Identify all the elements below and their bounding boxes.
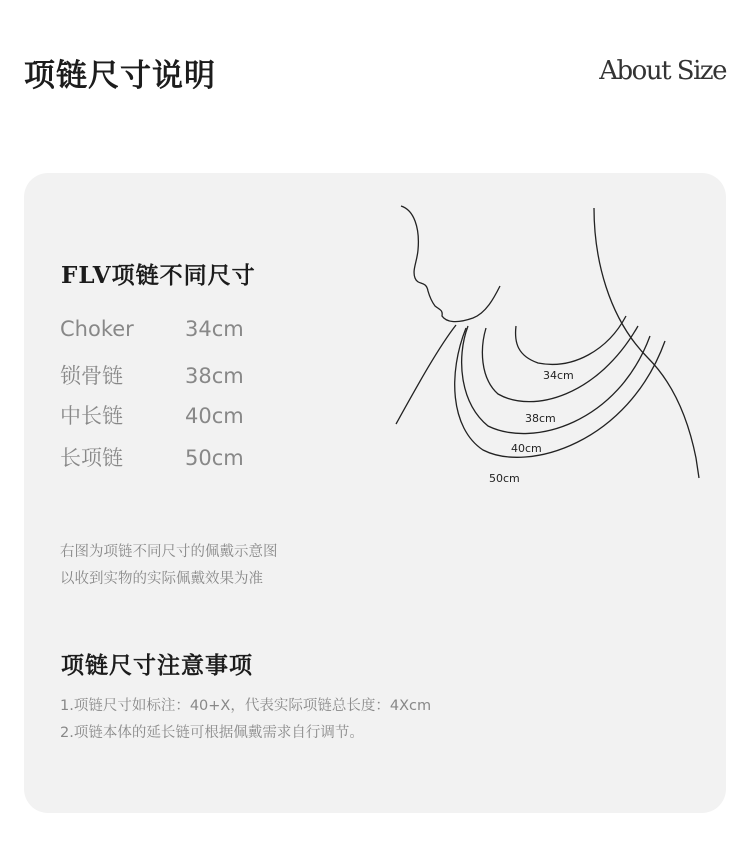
necklace-34 bbox=[516, 316, 626, 364]
face-profile bbox=[401, 206, 500, 322]
label-38: 38cm bbox=[525, 412, 556, 425]
necklace-diagram bbox=[368, 198, 708, 498]
label-40: 40cm bbox=[511, 442, 542, 455]
label-34: 34cm bbox=[543, 369, 574, 382]
brand-logo: About Size bbox=[599, 56, 726, 86]
size-row-choker bbox=[60, 317, 244, 341]
size-name: 锁骨链 bbox=[60, 364, 123, 388]
label-50: 50cm bbox=[489, 472, 520, 485]
throat-line bbox=[396, 325, 456, 424]
back-line bbox=[594, 208, 699, 478]
size-row-medium bbox=[60, 400, 244, 430]
notes-title: 项链尺寸注意事项 bbox=[61, 652, 253, 679]
size-value: 38cm bbox=[185, 364, 244, 388]
size-value: 40cm bbox=[185, 404, 244, 428]
sizes-title: FLV项链不同尺寸 bbox=[61, 262, 256, 289]
size-card bbox=[24, 173, 726, 813]
size-value: 34cm bbox=[185, 317, 244, 341]
note-line-1: 1.项链尺寸如标注：40+X，代表实际项链总长度：4Xcm bbox=[60, 698, 432, 714]
size-name: 中长链 bbox=[60, 404, 123, 428]
caption-line-2: 以收到实物的实际佩戴效果为准 bbox=[60, 571, 263, 587]
size-value: 50cm bbox=[185, 446, 244, 470]
page-title: 项链尺寸说明 bbox=[24, 58, 216, 94]
size-row-collarbone bbox=[60, 360, 244, 390]
size-name: Choker bbox=[60, 317, 134, 341]
caption-line-1: 右图为项链不同尺寸的佩戴示意图 bbox=[60, 544, 278, 560]
size-row-long bbox=[60, 442, 244, 472]
note-line-2: 2.项链本体的延长链可根据佩戴需求自行调节。 bbox=[60, 725, 364, 741]
necklace-50 bbox=[455, 328, 665, 457]
size-name: 长项链 bbox=[60, 446, 123, 470]
